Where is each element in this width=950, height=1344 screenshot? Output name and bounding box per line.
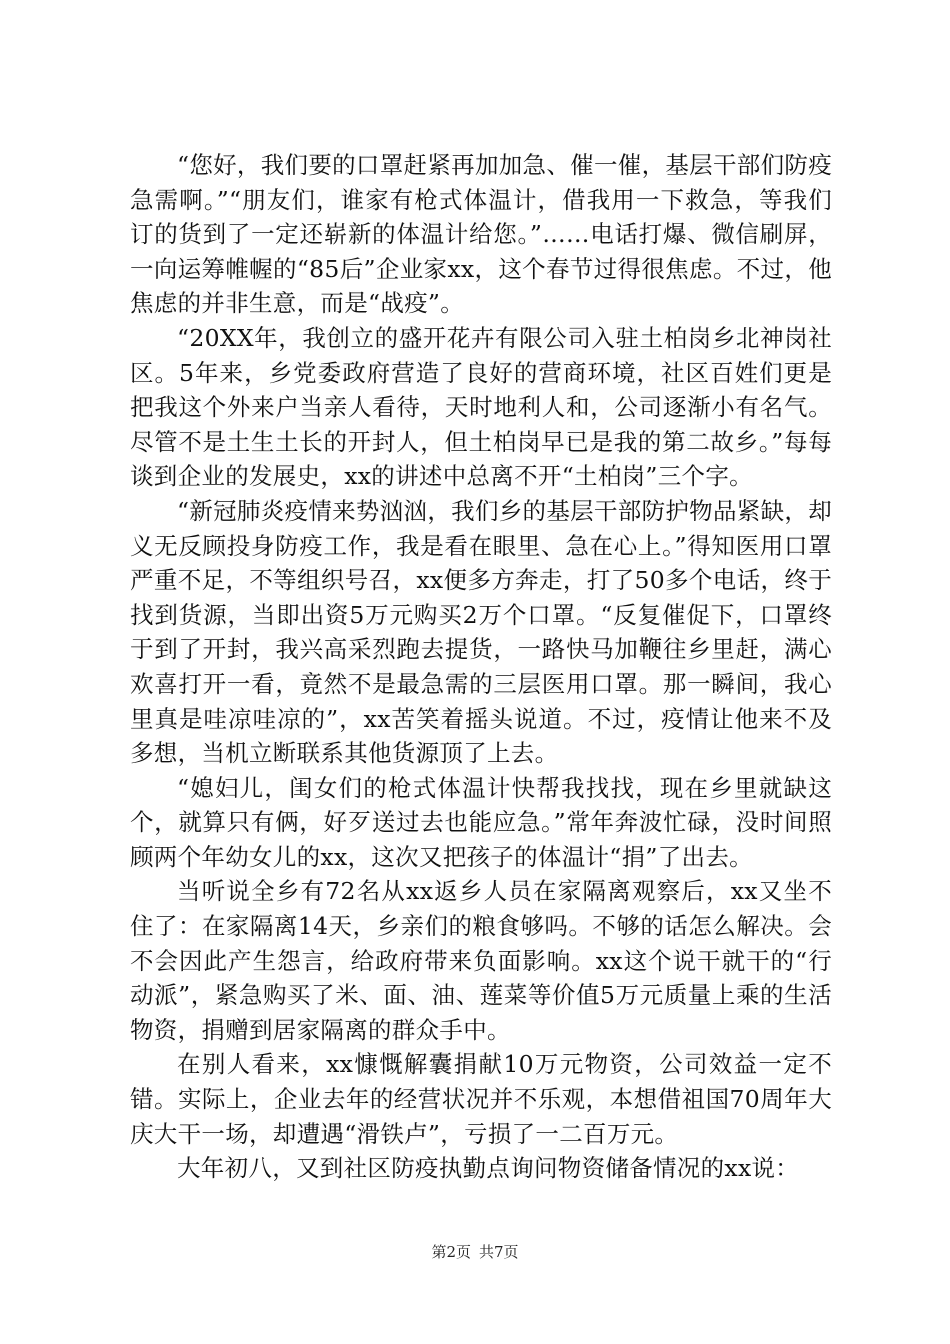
paragraph-3: “新冠肺炎疫情来势汹汹，我们乡的基层干部防护物品紧缺，却义无反顾投身防疫工作，我是看在眼里、急在心上。”得知医用口罩严重不足，不等组织号召，xx便多方奔走，打了50多个电话，终于找到货源，当即出资5万元购买2万个口罩。“反复催促下，口罩终于到了开封，我兴高采烈跑去提货，一路快马加鞭往乡里赶，满心欢喜打开一看，竟然不是最急需的三层医用口罩。那一瞬间，我心里真是哇凉哇凉的”，xx苦笑着摇头说道。不过，疫情让他来不及多想，当机立断联系其他货源顶了上去。 — [130, 496, 832, 768]
paragraph-2: “20XX年，我创立的盛开花卉有限公司入驻土柏岗乡北神岗社区。5年来，乡党委政府营造了良好的营商环境，社区百姓们更是把我这个外来户当亲人看待，天时地利人和，公司逐渐小有名气。尽管不是土生土长的开封人，但土柏岗早已是我的第二故乡。”每每谈到企业的发展史，xx的讲述中总离不开“土柏岗”三个字。 — [130, 323, 832, 491]
page-footer — [0, 1242, 950, 1262]
paragraph-6: 在别人看来，xx慷慨解囊捐献10万元物资，公司效益一定不错。实际上，企业去年的经营状况并不乐观，本想借祖国70周年大庆大干一场，却遭遇“滑铁卢”，亏损了一二百万元。 — [130, 1050, 832, 1148]
document-body — [130, 148, 832, 1186]
page-total: 共7页 — [479, 1243, 519, 1261]
paragraph-5: 当听说全乡有72名从xx返乡人员在家隔离观察后，xx又坐不住了：在家隔离14天，乡亲们的粮食够吗。不够的话怎么解决。会不会因此产生怨言，给政府带来负面影响。xx这个说干就干的“行动派”，紧急购买了米、面、油、莲菜等价值5万元质量上乘的生活物资，捐赠到居家隔离的群众手中。 — [130, 877, 832, 1044]
page-number: 第2页 — [431, 1243, 471, 1261]
paragraph-7: 大年初八，又到社区防疫执勤点询问物资储备情况的xx说： — [177, 1154, 800, 1183]
paragraph-1: “您好，我们要的口罩赶紧再加加急、催一催，基层干部们防疫急需啊。”“朋友们，谁家有枪式体温计，借我用一下救急，等我们订的货到了一定还崭新的体温计给您。”……电话打爆、微信刷屏，一向运筹帷幄的“85后”企业家xx，这个春节过得很焦虑。不过，他焦虑的并非生意，而是“战疫”。 — [130, 151, 832, 318]
paragraph-4: “媳妇儿，闺女们的枪式体温计快帮我找找，现在乡里就缺这个，就算只有俩，好歹送过去也能应急。”常年奔波忙碌，没时间照顾两个年幼女儿的xx，这次又把孩子的体温计“捐”了出去。 — [130, 773, 832, 871]
